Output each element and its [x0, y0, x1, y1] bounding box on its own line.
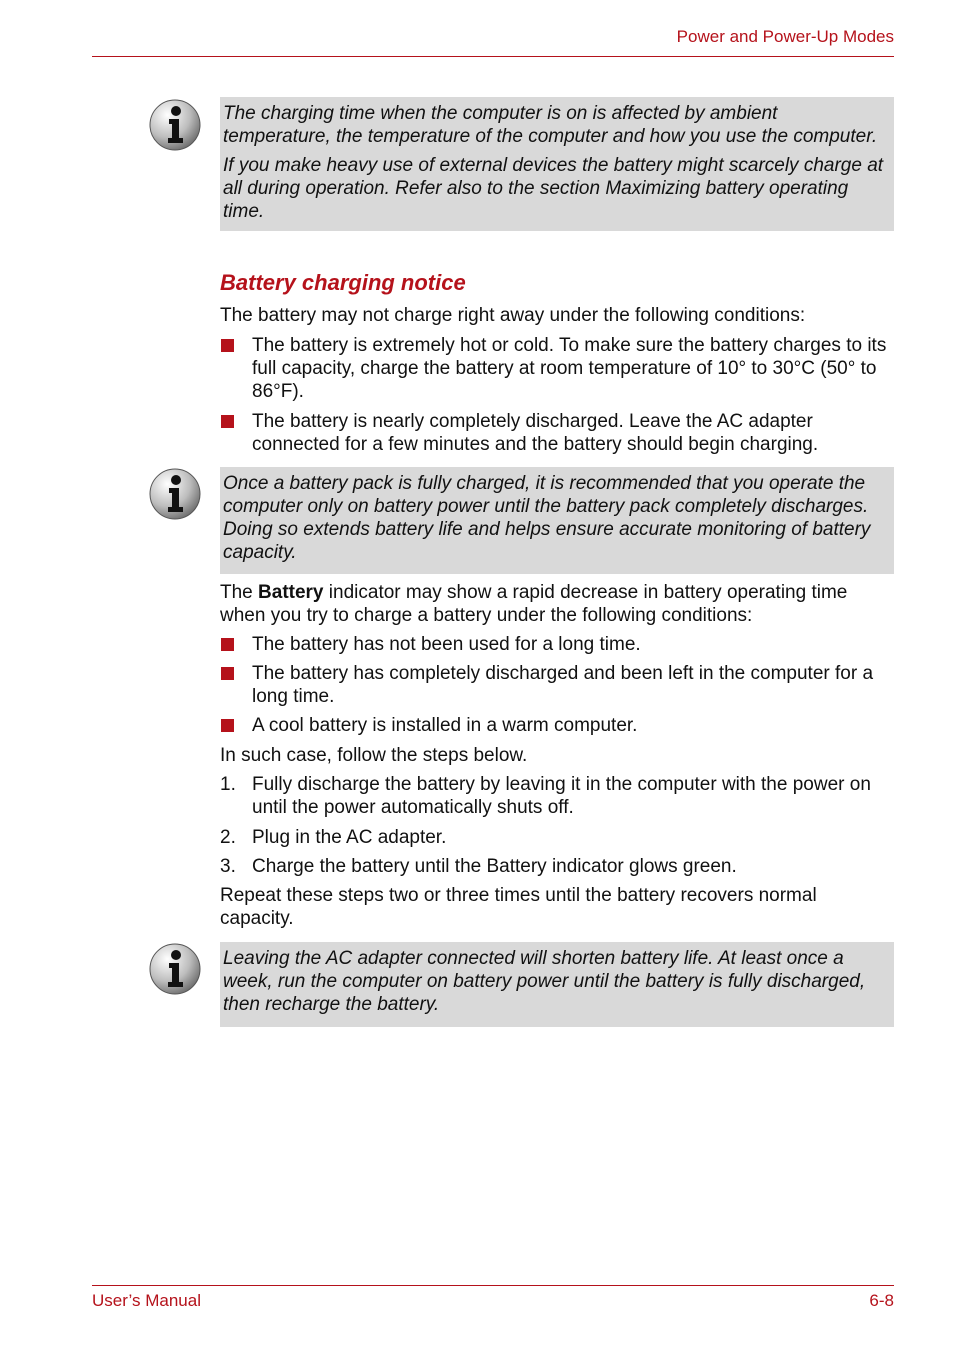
info-icon — [148, 467, 202, 521]
repeat-paragraph: Repeat these steps two or three times until the battery recovers normal capacity. — [220, 885, 817, 929]
info-icon — [148, 98, 202, 152]
list-item: 3. Charge the battery until the Battery indicator glows green. — [220, 856, 737, 877]
footer-rule — [92, 1285, 894, 1286]
steps-intro: In such case, follow the steps below. — [220, 745, 528, 766]
note-text: Once a battery pack is fully charged, it is recommended that you operate the computer only on battery power until the battery pack completely discharges. Doing so extends battery life and helps ensure accurate monitoring of battery capacity. — [223, 473, 871, 563]
note-box-fully-charged — [220, 467, 894, 574]
page-header-title: Power and Power-Up Modes — [676, 27, 894, 46]
note-text: The charging time when the computer is on is affected by ambient temperature, the temperature of the computer and how you use the computer. — [223, 103, 878, 147]
note-box-charging-time — [220, 97, 894, 231]
section-battery-charging-notice — [220, 270, 894, 456]
square-bullet-icon — [221, 719, 234, 732]
list-item: 1. Fully discharge the battery by leaving it in the computer with the power on until the power automatically shuts off. — [220, 774, 871, 818]
footer-page-number: 6-8 — [869, 1291, 894, 1310]
square-bullet-icon — [221, 415, 234, 428]
list-item: The battery is extremely hot or cold. To make sure the battery charges to its full capacity, charge the battery at room temperature of 10° to 30°C (50° to 86°F). — [220, 334, 894, 403]
note-text: If you make heavy use of external devices the battery might scarcely charge at all during operation. Refer also to the section Maximizing battery operating time. — [223, 155, 884, 222]
square-bullet-icon — [221, 339, 234, 352]
section-title: Battery charging notice — [220, 270, 466, 295]
indicator-paragraph: The Battery indicator may show a rapid decrease in battery operating time when you try to charge a battery under the following conditions: — [220, 582, 848, 626]
list-item: The battery has not been used for a long time. — [220, 633, 894, 656]
list-item: The battery has completely discharged and been left in the computer for a long time. — [220, 662, 894, 708]
conditions2-list — [220, 633, 894, 737]
header-rule — [92, 56, 894, 57]
conditions-list — [220, 334, 894, 456]
footer-manual-title: User’s Manual — [92, 1291, 201, 1310]
battery-bold-term: Battery — [258, 582, 324, 603]
steps-list — [220, 773, 894, 878]
note-box-ac-adapter — [220, 942, 894, 1027]
note-text: Leaving the AC adapter connected will shorten battery life. At least once a week, run the computer on battery power until the battery is fully discharged, then recharge the battery. — [223, 948, 866, 1015]
list-item: The battery is nearly completely discharged. Leave the AC adapter connected for a few minutes and the battery should begin charging. — [220, 410, 894, 456]
battery-indicator-section — [220, 581, 894, 930]
intro-paragraph: The battery may not charge right away under the following conditions: — [220, 305, 806, 326]
square-bullet-icon — [221, 638, 234, 651]
list-item: 2. Plug in the AC adapter. — [220, 827, 447, 848]
info-icon — [148, 942, 202, 996]
list-item: A cool battery is installed in a warm computer. — [220, 714, 894, 737]
square-bullet-icon — [221, 667, 234, 680]
